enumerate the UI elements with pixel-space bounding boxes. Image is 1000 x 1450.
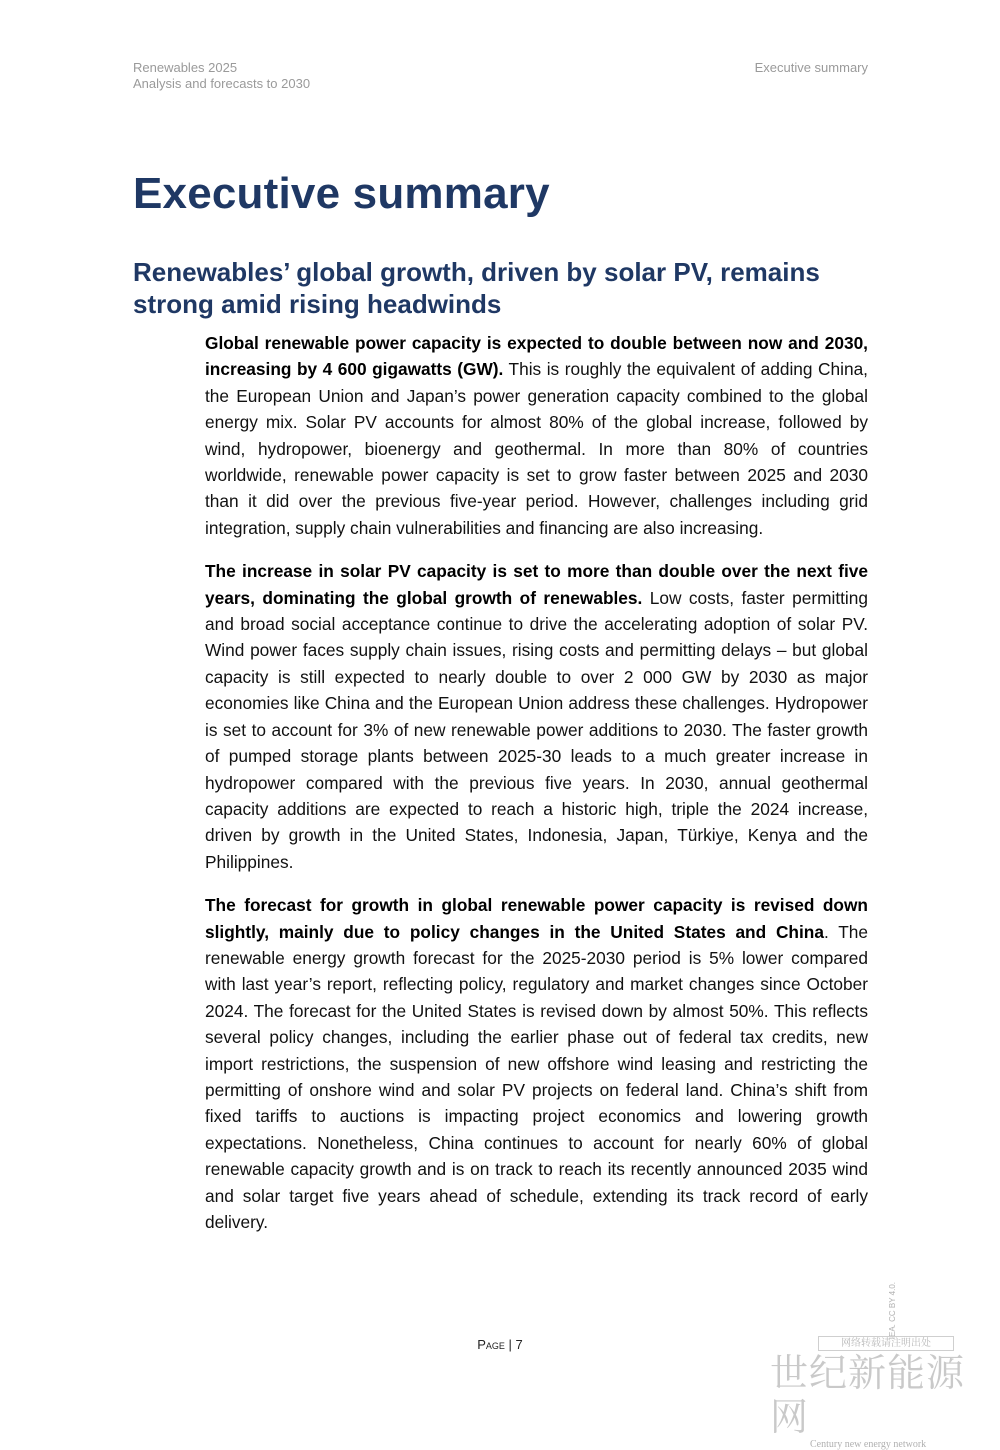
watermark-logo-text: 世纪新能源网 bbox=[770, 1351, 966, 1439]
watermark bbox=[770, 1336, 990, 1450]
page-separator: | bbox=[504, 1337, 516, 1352]
page-label: Page bbox=[477, 1337, 505, 1352]
paragraph-1 bbox=[205, 330, 868, 541]
paragraph-3-lead: The forecast for growth in global renewable power capacity is revised down slightly, mainly due to policy changes in the United States and China bbox=[205, 895, 868, 942]
section-heading: Renewables’ global growth, driven by solar PV, remains strong amid rising headwinds bbox=[133, 257, 820, 319]
paragraph-2-lead: The increase in solar PV capacity is set to more than double over the next five years, dominating the global growth of renewables. bbox=[205, 561, 868, 608]
watermark-notice: 网络转载请注明出处 bbox=[818, 1336, 954, 1351]
header-left bbox=[133, 60, 310, 92]
header-report-subtitle: Analysis and forecasts to 2030 bbox=[133, 76, 311, 91]
paragraph-1-lead: Global renewable power capacity is expected to double between now and 2030, increasing by 4 600 gigawatts (GW). bbox=[205, 333, 868, 380]
license-notice: IEA. CC BY 4.0. bbox=[888, 1282, 897, 1340]
body-text bbox=[205, 330, 868, 1252]
watermark-english: Century new energy network bbox=[810, 1439, 927, 1450]
header-section-name: Executive summary bbox=[754, 60, 868, 75]
running-header bbox=[133, 60, 868, 92]
paragraph-2-text: Low costs, faster permitting and broad social acceptance continue to drive the accelerating adoption of solar PV. Wind power faces supply chain issues, rising costs and permitting delays – but global capacity is still expected to nearly double to over 2 000 GW by 2030 as major economies like China and the European Union address these challenges. Hydropower is set to account for 3% of new renewable power additions to 2030. The faster growth of pumped storage plants between 2025-30 leads to a much greater increase in hydropower compared with the previous five years. In 2030, annual geothermal capacity additions are expected to reach a historic high, triple the 2024 increase, driven by growth in the United States, Indonesia, Japan, Türkiye, Kenya and the Philippines. bbox=[205, 587, 868, 872]
paragraph-3 bbox=[205, 892, 868, 1235]
page-title: Executive summary bbox=[133, 169, 550, 218]
paragraph-1-text: This is roughly the equivalent of adding China, the European Union and Japan’s power generation capacity combined to the global energy mix. Solar PV accounts for almost 80% of the global increase, followed by wind, hydropower, bioenergy and geothermal. In more than 80% of countries worldwide, renewable power capacity is set to grow faster between 2025 and 2030 than it did over the previous five-year period. However, challenges including grid integration, supply chain vulnerabilities and financing are also increasing. bbox=[205, 359, 868, 538]
paragraph-3-text: . The renewable energy growth forecast for the 2025-2030 period is 5% lower compared with last year’s report, reflecting policy, regulatory and market changes since October 2024. The forecast for the United States is revised down by almost 50%. This reflects several policy changes, including the earlier phase out of federal tax credits, new import restrictions, the suspension of new offshore wind leasing and restricting the permitting of onshore wind and solar PV projects on federal land. China’s shift from fixed tariffs to auctions is impacting project economics and lowering growth expectations. Nonetheless, China continues to account for nearly 60% of global renewable capacity growth and is on track to reach its recently announced 2035 wind and solar target five years ahead of schedule, extending its track record of early delivery. bbox=[205, 921, 868, 1232]
page-number: 7 bbox=[515, 1337, 523, 1352]
header-report-title: Renewables 2025 bbox=[133, 60, 238, 75]
paragraph-2 bbox=[205, 558, 868, 875]
